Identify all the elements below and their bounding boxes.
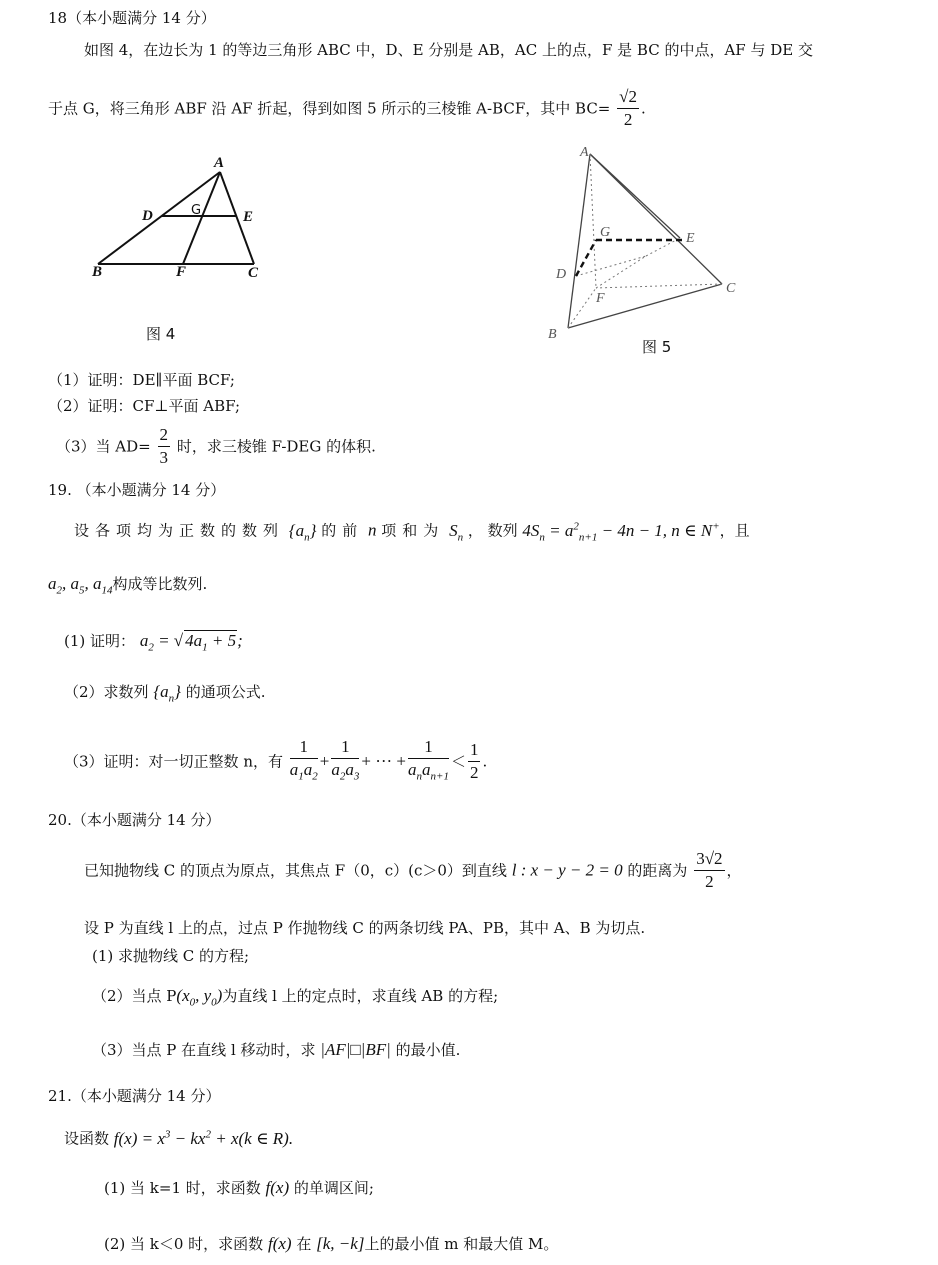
q20-part2-prefix: （2）当点 P: [92, 987, 177, 1005]
q21-intro-text: 设函数: [64, 1129, 110, 1148]
q21-part1-suffix: 的单调区间;: [293, 1179, 374, 1197]
q18-header: 18（本小题满分 14 分）: [48, 9, 216, 27]
q21-header: 21.（本小题满分 14 分）: [48, 1087, 221, 1105]
q19-seq-an: $\{a_n\}$: [288, 520, 317, 544]
fig5-label-g: G: [600, 225, 611, 240]
q18-text-line1: 如图 4，在边长为 1 的等边三角形 ABC 中，D、E 分别是 AB，AC 上的点，F 是 BC 的中点，AF 与 DE 交: [84, 41, 813, 59]
fig5-label-f: F: [596, 291, 605, 306]
figure-4-triangle: [88, 150, 288, 280]
q19-var-n: n: [368, 520, 377, 540]
fig4-label-b: B: [92, 264, 103, 280]
fig4-label-e: E: [243, 209, 254, 225]
q19-half: $\frac{1}{2}$: [469, 740, 479, 783]
q19-intro-text3: 项和为: [381, 521, 445, 540]
q19-part1-label: (1) 证明：: [64, 632, 136, 650]
q21-part1-prefix: (1) 当 k=1 时，求函数: [104, 1179, 261, 1197]
q21-part2-fx: f(x): [267, 1234, 292, 1253]
q19-intro-text2: 的前: [321, 521, 364, 540]
q19-recurrence: $4S_n = a^2_{n+1} - 4n - 1$, n ∈ N+: [522, 520, 720, 544]
fig5-label-b: B: [548, 327, 557, 342]
fig5-label-c: C: [726, 281, 736, 296]
q19-intro-text1: 设各项均为正数的数列: [74, 521, 285, 540]
q18-ad-denominator: 3: [159, 448, 169, 467]
q19-var-sn: $S_n$: [449, 520, 464, 544]
q20-point-p: ($x_0$, $y_0$): [176, 986, 223, 1009]
q20-part3: [92, 1040, 460, 1066]
fig4-label-c: C: [248, 265, 259, 280]
q19-line2-text: 构成等比数列.: [112, 575, 208, 593]
q18-part3-prefix: （3）当 AD=: [56, 437, 151, 456]
q18-part2: （2）证明：CF⊥平面 ABF;: [48, 397, 241, 415]
q21-part1: [104, 1178, 374, 1204]
fig5-label-d: D: [556, 267, 567, 282]
q19-sum-term2: $\frac{1}{a_2a_3}$: [331, 737, 360, 783]
q19-part1: [64, 630, 243, 656]
q19-intro: [74, 516, 750, 542]
q18-part3-suffix: 时，求三棱锥 F-DEG 的体积.: [176, 437, 376, 456]
fig5-hidden-af: [590, 154, 596, 288]
q21-intro: [64, 1124, 293, 1150]
q19-part3-prefix: （3）证明：对一切正整数 n，有: [64, 752, 283, 771]
q19-sum-term1: $\frac{1}{a_1a_2}$: [289, 737, 318, 783]
fig4-label-f: F: [176, 264, 187, 280]
q20-product: |AF|□|BF|: [320, 1040, 391, 1059]
q18-ad-fraction: [158, 424, 171, 469]
q19-lt-sign: ＜: [450, 752, 466, 771]
q19-header: 19. （本小题满分 14 分）: [48, 481, 226, 499]
figure-5-pyramid: [540, 138, 760, 348]
q18-bc-denominator: 2: [623, 110, 633, 129]
q19-part3: （3）证明：对一切正整数 n，有 $\frac{1}{a_1a_2}$ + $\frac{1}{a_2a_3}$ + ··· + $\frac{1}{a_na_{n+1}}$ ＜ $\frac{1}{2}$ .: [64, 736, 487, 786]
q18-ad-numerator: 2: [158, 424, 171, 447]
q19-part2: [64, 682, 266, 708]
fig4-caption: 图 4: [146, 325, 176, 343]
fig5-hidden-fg: [596, 256, 646, 288]
q19-part2-suffix: 的通项公式.: [185, 683, 266, 701]
q18-bc-numerator: √2: [617, 86, 639, 109]
fig4-label-d: D: [142, 208, 153, 224]
q19-part2-seq: $\{a_n\}$: [153, 682, 181, 705]
q20-distance-denominator: 2: [705, 872, 714, 891]
q19-sum-termn: $\frac{1}{a_na_{n+1}}$: [408, 737, 449, 783]
q20-part1: (1) 求抛物线 C 的方程;: [92, 947, 250, 965]
q20-line1: 已知抛物线 C 的顶点为原点，其焦点 F（0，c）(c＞0）到直线 l : x − y − 2 = 0 的距离为 $\frac{3√2}{2}$ ，: [84, 849, 742, 891]
q20-line1-prefix: 已知抛物线 C 的顶点为原点，其焦点 F（0，c）(c＞0）到直线: [84, 861, 507, 880]
q21-function: $f(x) = x^3 - kx^2 + x(k$ ∈ R).: [113, 1128, 294, 1148]
q20-line-eq: l : x − y − 2 = 0: [511, 860, 623, 880]
q21-part2-mid: 在: [296, 1235, 312, 1253]
q18-text-line2: 于点 G，将三角形 ABF 沿 AF 折起，得到如图 5 所示的三棱锥 A-BCF，其中 BC= $\frac{√2}{2}$ .: [48, 87, 646, 129]
q21-part1-fx: f(x): [265, 1178, 290, 1197]
q20-line1-mid: 的距离为: [627, 861, 688, 880]
fig5-edge-ac: [590, 154, 722, 284]
q18-part3: [56, 424, 376, 472]
q18-bc-fraction: [617, 86, 639, 131]
q19-terms: $a_2$, $a_5$, $a_{14}$: [48, 574, 113, 597]
q20-part2: [92, 986, 498, 1012]
q19-intro-text4: ， 数列: [467, 521, 518, 540]
q20-part2-suffix: 为直线 l 上的定点时，求直线 AB 的方程;: [222, 987, 499, 1005]
q20-part3-suffix: 的最小值.: [395, 1041, 461, 1059]
q20-line2: 设 P 为直线 l 上的点，过点 P 作抛物线 C 的两条切线 PA、PB，其中 A、B 为切点.: [84, 919, 646, 937]
fig5-label-e: E: [686, 231, 695, 246]
q21-part2-suffix: 上的最小值 m 和最大值 M。: [364, 1235, 559, 1253]
fig5-edge-ab: [568, 154, 590, 328]
q18-part1: （1）证明：DE∥平面 BCF;: [48, 371, 235, 389]
q20-distance-numerator: 3√2: [694, 848, 724, 871]
fig4-label-g: G: [191, 203, 202, 218]
fig5-caption: 图 5: [642, 338, 672, 356]
fig5-edge-bc: [568, 284, 722, 328]
fig5-hidden-dg: [576, 256, 646, 276]
q20-part3-prefix: （3）当点 P 在直线 l 移动时，求: [92, 1041, 316, 1059]
q19-intro-text5: ，且: [719, 521, 750, 540]
q21-part2: [104, 1234, 558, 1260]
fig5-hidden-cf: [596, 284, 722, 288]
q20-distance-fraction: [694, 848, 724, 893]
q18-text-line2-body: 于点 G，将三角形 ABF 沿 AF 折起，得到如图 5 所示的三棱锥 A-BCF，其中 BC=: [48, 99, 611, 118]
fig5-label-a: A: [580, 145, 589, 160]
q19-line2: [48, 574, 207, 600]
q19-part1-formula: $a_2$ = √ $4a_1 + 5$;: [140, 631, 243, 650]
q21-part2-prefix: (2) 当 k＜0 时，求函数: [104, 1235, 264, 1253]
q19-part2-prefix: （2）求数列: [64, 683, 149, 701]
q20-header: 20.（本小题满分 14 分）: [48, 811, 221, 829]
q21-interval: [k, −k]: [316, 1234, 365, 1253]
fig4-label-a: A: [214, 155, 225, 171]
